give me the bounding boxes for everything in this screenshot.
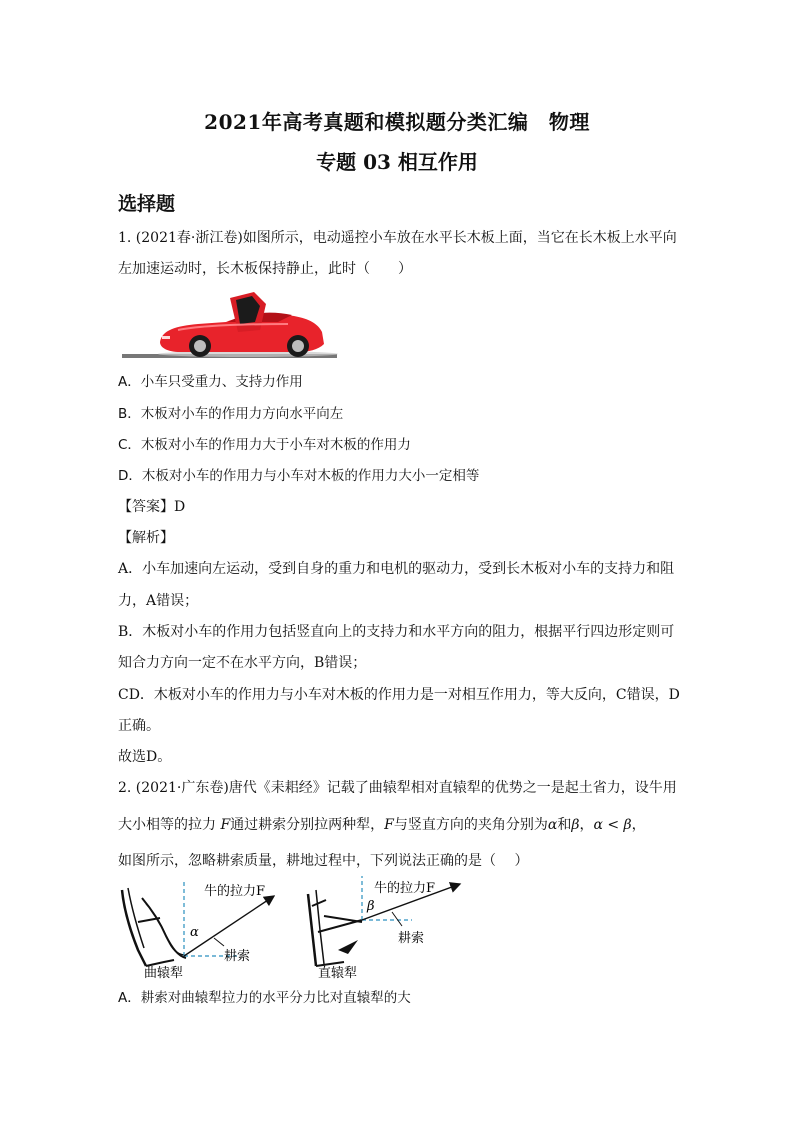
q1-analysis-line: 正确。 — [118, 718, 160, 734]
q1-option-d: D．木板对小车的作用力与小车对木板的作用力大小一定相等 — [118, 468, 480, 484]
q2-stem-text: 通过耕索分别拉两种犁， — [230, 817, 385, 833]
right-caption: 直辕犁 — [318, 966, 358, 981]
q1-stem-line1: 1. (2021春·浙江卷)如图所示，电动遥控小车放在水平长木板上面，当它在长木板上水平向 — [118, 230, 677, 246]
q2-stem-text: 大小相等的拉力 — [118, 817, 221, 833]
q1-stem-line2: 左加速运动时，长木板保持静止，此时（ ） — [118, 261, 412, 277]
q2-stem-line3: 如图所示，忽略耕索质量，耕地过程中，下列说法正确的是（ ） — [118, 853, 529, 869]
plough-diagram — [112, 870, 492, 982]
straight-plough-figure — [308, 876, 460, 981]
q1-analysis-line: CD．木板对小车的作用力与小车对木板的作用力是一对相互作用力，等大反向，C错误，D — [118, 687, 680, 703]
left-caption: 曲辕犁 — [144, 966, 184, 981]
left-force-label: 牛的拉力F — [204, 884, 266, 899]
q1-option-c: C．木板对小车的作用力大于小车对木板的作用力 — [118, 437, 411, 453]
q1-answer: 【答案】D — [118, 499, 186, 515]
beta-symbol: β — [571, 817, 580, 833]
force-symbol: F — [220, 817, 231, 833]
q2-stem-line2 — [118, 815, 646, 835]
q1-analysis-line: 故选D。 — [118, 749, 172, 765]
right-force-label: 牛的拉力F — [374, 881, 436, 896]
q2-stem-text: 和 — [557, 817, 572, 833]
document-subtitle: 专题 03 相互作用 — [316, 150, 478, 174]
force-symbol: F — [384, 817, 394, 833]
q2-option-a: A．耕索对曲辕犁拉力的水平分力比对直辕犁的大 — [118, 990, 411, 1006]
q2-stem-line1: 2. (2021·广东卷)唐代《耒耜经》记载了曲辕犁相对直辕犁的优势之一是起土省力，设牛用 — [118, 780, 677, 796]
q2-stem-text: ， — [579, 817, 594, 833]
q1-analysis-line: 知合力方向一定不在水平方向，B错误； — [118, 655, 367, 671]
curved-plough-figure — [122, 880, 274, 981]
document-title: 2021年高考真题和模拟题分类汇编 物理 — [204, 110, 590, 134]
q1-option-b: B．木板对小车的作用力方向水平向左 — [118, 406, 344, 422]
right-angle-label: β — [367, 899, 375, 914]
section-heading: 选择题 — [118, 193, 176, 215]
alpha-symbol: α — [547, 817, 558, 833]
q1-analysis-label: 【解析】 — [118, 530, 174, 546]
q1-option-a: A．小车只受重力、支持力作用 — [118, 374, 303, 390]
q1-analysis-line: B．木板对小车的作用力包括竖直向上的支持力和水平方向的阻力，根据平行四边形定则可 — [118, 624, 675, 640]
left-rope-label: 耕索 — [224, 949, 251, 964]
left-angle-label: α — [190, 925, 199, 940]
q2-stem-text: ， — [631, 817, 646, 833]
q2-stem-text: 与竖直方向的夹角分别为 — [393, 817, 548, 833]
red-toy-car-image — [118, 286, 343, 362]
q1-analysis-line: A．小车加速向左运动，受到自身的重力和电机的驱动力，受到长木板对小车的支持力和阻 — [118, 561, 675, 577]
q1-analysis-line: 力，A错误； — [118, 593, 199, 609]
right-rope-label: 耕索 — [398, 931, 425, 946]
angle-inequality: α < β — [593, 817, 632, 833]
